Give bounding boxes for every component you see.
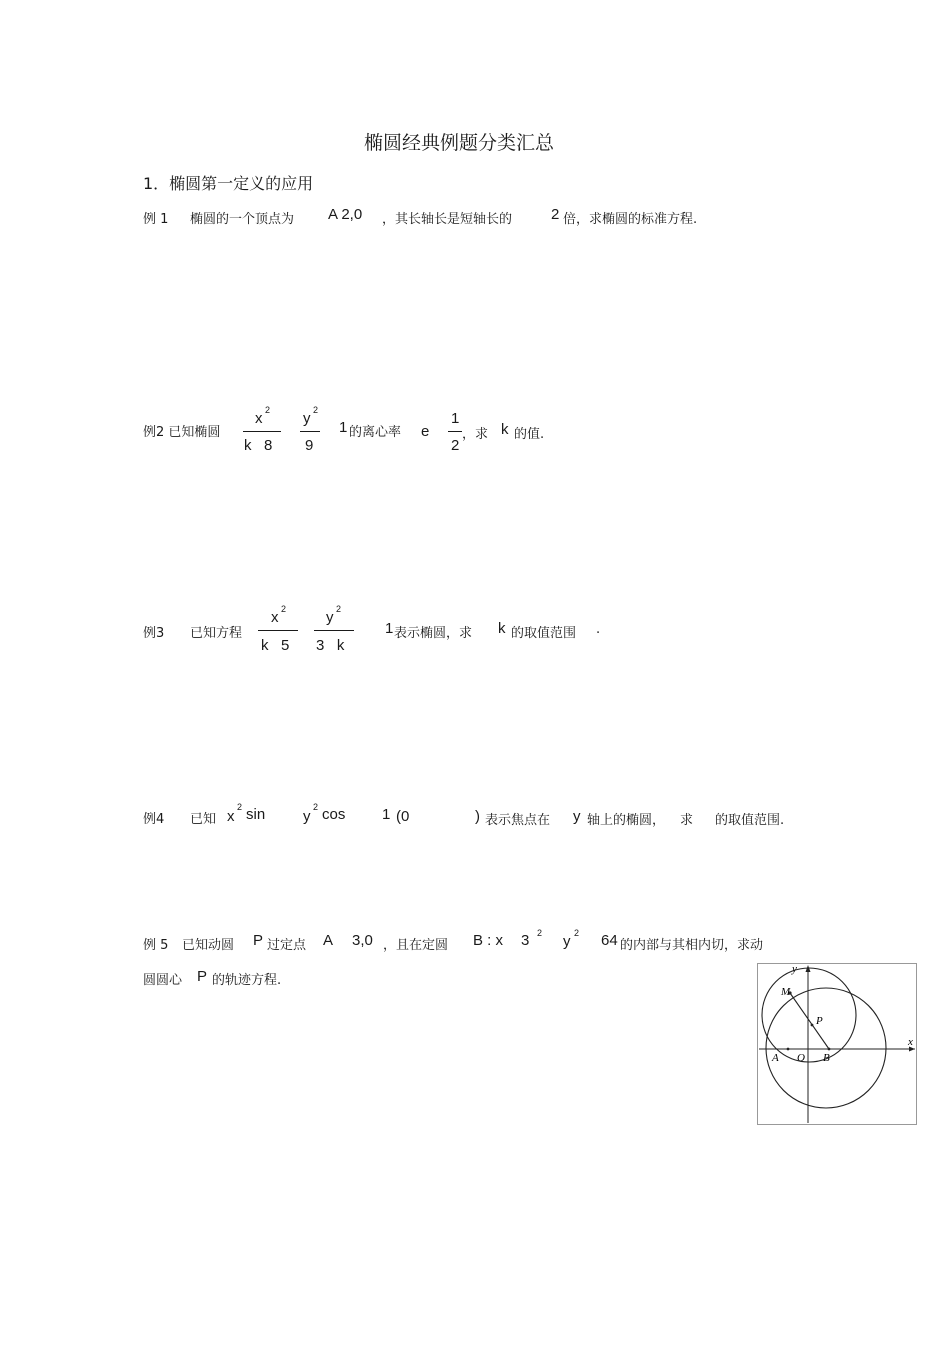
example-text: 表示椭圆，求	[394, 626, 473, 641]
label-o: O	[797, 1052, 805, 1064]
math-number: 1	[339, 419, 348, 436]
exponent: 2	[265, 405, 271, 415]
math-point: A	[323, 932, 334, 949]
example-text: 过定点	[267, 938, 307, 953]
exponent: 2	[313, 405, 319, 415]
exponent: 2	[537, 928, 543, 938]
math-coordinates: 3,0	[352, 932, 373, 949]
example-text: 求	[680, 813, 694, 828]
math-number: 1	[385, 620, 394, 637]
math-interval-open: (0	[396, 808, 410, 825]
math-function: sin	[246, 806, 266, 823]
example-label: 例 5	[143, 938, 169, 953]
example-text: 的值.	[514, 427, 545, 442]
fraction-bar	[300, 431, 320, 432]
example-text: ，且在定圆	[383, 938, 449, 953]
point-b	[828, 1048, 831, 1051]
example-text: 的离心率	[349, 425, 402, 440]
math-variable: x	[227, 808, 235, 825]
fraction-numerator: x	[255, 410, 263, 427]
fraction-denominator: k 8	[244, 437, 273, 454]
math-variable: k	[498, 620, 506, 637]
page-title: 椭圆经典例题分类汇总	[364, 132, 555, 154]
example-text: 表示焦点在	[485, 813, 551, 828]
fraction-bar	[448, 431, 462, 432]
exponent: 2	[336, 604, 342, 614]
big-circle	[766, 988, 886, 1108]
label-b: B	[823, 1052, 830, 1064]
fraction-denominator: 3 k	[316, 637, 345, 654]
fraction-numerator: 1	[451, 410, 460, 427]
example-text: 倍，求椭圆的标准方程.	[563, 212, 698, 227]
y-axis-label: y	[792, 963, 797, 975]
fraction-bar	[258, 630, 298, 631]
exponent: 2	[237, 802, 243, 812]
exponent: 2	[574, 928, 580, 938]
fraction-denominator: 9	[305, 437, 314, 454]
example-text: 的轨迹方程.	[212, 973, 282, 988]
math-circle-label: B : x	[473, 932, 504, 949]
math-number: 64	[601, 932, 618, 949]
figure-svg	[757, 963, 917, 1125]
math-variable: P	[197, 968, 208, 985]
example-text: 的取值范围	[511, 626, 577, 641]
math-point: A 2,0	[328, 206, 363, 223]
section-heading: 1．椭圆第一定义的应用	[143, 174, 314, 193]
example-text: ，求	[462, 427, 489, 442]
label-p: P	[816, 1015, 823, 1027]
point-a	[787, 1048, 790, 1051]
segment-mb	[790, 993, 829, 1049]
fraction-denominator: k 5	[261, 637, 290, 654]
example-text: 已知方程	[190, 626, 243, 641]
math-variable: k	[501, 421, 509, 438]
label-m: M	[781, 986, 791, 998]
exponent: 2	[313, 802, 319, 812]
circle-figure	[757, 963, 917, 1125]
math-variable: P	[253, 932, 264, 949]
example-text: 圆圆心	[143, 973, 183, 988]
fraction-numerator: y	[326, 609, 334, 626]
math-function: cos	[322, 806, 346, 823]
math-number: 1	[382, 806, 391, 823]
label-a: A	[772, 1052, 779, 1064]
math-number: 2	[551, 206, 560, 223]
example-text: ，其长轴长是短轴长的	[382, 212, 513, 227]
example-text: 轴上的椭圆，	[587, 813, 666, 828]
example-text: 已知动圆	[182, 938, 235, 953]
math-interval-close: )	[475, 808, 480, 825]
fraction-numerator: y	[303, 410, 311, 427]
fraction-bar	[243, 431, 281, 432]
example-label: 例4	[143, 812, 165, 827]
example-text: 的取值范围.	[715, 813, 785, 828]
math-number: 3	[521, 932, 530, 949]
exponent: 2	[281, 604, 287, 614]
example-label: 例 1	[143, 212, 169, 227]
x-axis-label: x	[908, 1036, 913, 1048]
example-text: 椭圆的一个顶点为	[190, 212, 295, 227]
fraction-bar	[314, 630, 354, 631]
example-text: .	[596, 622, 601, 637]
fraction-denominator: 2	[451, 437, 460, 454]
point-p	[811, 1024, 814, 1027]
math-variable: y	[303, 808, 311, 825]
math-variable: y	[563, 933, 571, 950]
math-variable: e	[421, 423, 430, 440]
example-text: 的内部与其相内切，求动	[620, 938, 764, 953]
example-text: 已知	[190, 812, 217, 827]
fraction-numerator: x	[271, 609, 279, 626]
example-label: 例2 已知椭圆	[143, 425, 221, 440]
example-label: 例3	[143, 626, 165, 641]
math-variable: y	[573, 808, 581, 825]
